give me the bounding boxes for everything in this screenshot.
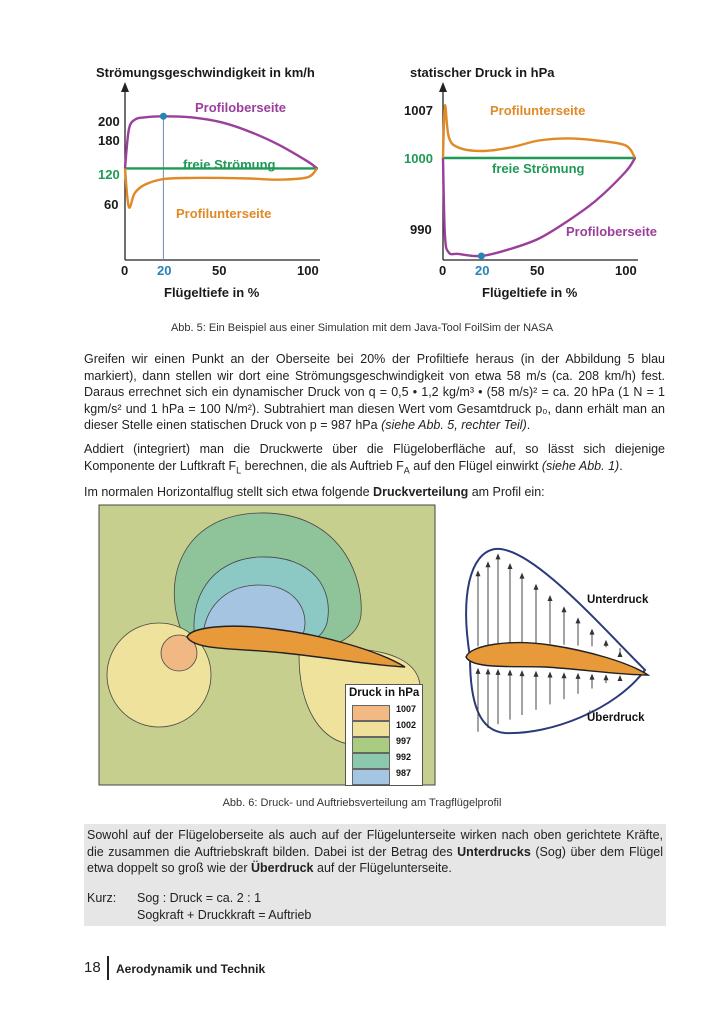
legend-value-997: 997 bbox=[396, 736, 412, 746]
summary-text-3: auf der Flügelunterseite. bbox=[313, 861, 452, 875]
figure5-caption: Abb. 5: Ein Beispiel aus einer Simulation mit dem Java-Tool FoilSim der NASA bbox=[170, 322, 554, 334]
marker-point bbox=[160, 113, 167, 120]
legend-value-987: 987 bbox=[396, 768, 412, 778]
summary-text-2: (Sog) über dem Flügel etwa doppelt so groß wie der bbox=[87, 844, 664, 875]
legend-swatch-1002 bbox=[352, 721, 390, 737]
y-tick-1000: 1000 bbox=[404, 151, 433, 166]
summary-bold-pressure: Überdruck bbox=[250, 861, 314, 875]
paragraph-2-end: auf den Flügel einwirkt bbox=[409, 458, 542, 473]
summary-kurz-line-2: Sogkraft + Druckkraft = Auftrieb bbox=[137, 908, 312, 922]
legend-swatch-1007 bbox=[352, 705, 390, 721]
legend-swatch-987 bbox=[352, 769, 390, 785]
summary-box bbox=[84, 824, 666, 926]
figure6-caption: Abb. 6: Druck- und Auftriebsverteilung am Tragflügelprofil bbox=[222, 797, 502, 809]
label-free-flow: freie Strömung bbox=[183, 157, 276, 172]
x-tick-20: 20 bbox=[475, 263, 490, 278]
legend-title: Druck in hPa bbox=[349, 687, 420, 699]
legend-value-992: 992 bbox=[396, 752, 412, 762]
pressure-chart bbox=[398, 60, 668, 310]
label-upper-surface: Profiloberseite bbox=[195, 100, 287, 115]
paragraph-3-bold: Druckverteilung bbox=[373, 485, 469, 499]
x-tick-100: 100 bbox=[297, 263, 319, 278]
page-number: 18 bbox=[84, 959, 101, 976]
x-tick-100: 100 bbox=[615, 263, 637, 278]
y-tick-990: 990 bbox=[410, 222, 432, 237]
label-free-flow: freie Strömung bbox=[492, 161, 585, 176]
paragraph-2-dot: . bbox=[619, 458, 623, 473]
pressure-chart-xlabel: Flügeltiefe in % bbox=[482, 285, 578, 300]
y-tick-1007: 1007 bbox=[404, 103, 433, 118]
y-tick-60: 60 bbox=[104, 197, 119, 212]
pressure-legend bbox=[345, 684, 423, 786]
y-tick-200: 200 bbox=[98, 114, 120, 129]
paragraph-3-text: Im normalen Horizontalflug stellt sich etwa folgende bbox=[84, 485, 374, 499]
paragraph-3 bbox=[84, 484, 665, 501]
summary-kurz-line-1: Sog : Druck = ca. 2 : 1 bbox=[137, 891, 262, 905]
paragraph-1-end: . bbox=[526, 418, 531, 432]
subscript-L: L bbox=[236, 465, 242, 475]
subscript-A: A bbox=[403, 465, 410, 475]
paragraph-2-ref: (siehe Abb. 1) bbox=[541, 458, 620, 473]
label-suction: Unterdruck bbox=[587, 594, 649, 606]
paragraph-2-mid: berechnen, die als Auftrieb F bbox=[241, 458, 404, 473]
lift-distribution-diagram bbox=[440, 535, 700, 755]
y-tick-120: 120 bbox=[98, 167, 120, 182]
label-lower-surface: Profilunterseite bbox=[176, 206, 272, 221]
legend-value-1007: 1007 bbox=[396, 704, 417, 714]
x-tick-50: 50 bbox=[530, 263, 545, 278]
y-axis-arrow bbox=[121, 82, 129, 92]
summary-bold-suction: Unterdrucks bbox=[457, 844, 531, 859]
label-upper-surface: Profiloberseite bbox=[566, 224, 658, 239]
paragraph-2-text: Addiert (integriert) man die Druckwerte über die Flügeloberfläche auf, so lässt sich diejenige Komponente der Luftkraft F bbox=[84, 442, 665, 473]
summary-kurz-label: Kurz: bbox=[87, 891, 117, 905]
label-lower-surface: Profilunterseite bbox=[490, 103, 586, 118]
footer-title: Aerodynamik und Technik bbox=[116, 962, 266, 976]
footer-divider bbox=[107, 956, 109, 980]
velocity-chart-xlabel: Flügeltiefe in % bbox=[164, 285, 260, 300]
pressure-envelope bbox=[466, 549, 645, 733]
legend-value-1002: 1002 bbox=[396, 720, 417, 730]
paragraph-3-end: am Profil ein: bbox=[468, 485, 545, 499]
x-tick-50: 50 bbox=[212, 263, 227, 278]
velocity-chart-title: Strömungsgeschwindigkeit in km/h bbox=[96, 65, 315, 80]
x-tick-0: 0 bbox=[439, 263, 447, 278]
paragraph-1 bbox=[84, 351, 665, 434]
velocity-chart bbox=[90, 60, 340, 310]
x-tick-20: 20 bbox=[157, 263, 172, 278]
legend-swatch-997 bbox=[352, 737, 390, 753]
summary-text bbox=[87, 827, 663, 877]
marker-point bbox=[478, 253, 485, 260]
label-overpressure: Überdruck bbox=[587, 712, 645, 724]
y-axis-arrow bbox=[439, 82, 447, 92]
paragraph-2 bbox=[84, 441, 665, 479]
paragraph-1-ref: (siehe Abb. 5, rechter Teil) bbox=[381, 418, 527, 432]
y-tick-180: 180 bbox=[98, 133, 120, 148]
summary-text-1: Sowohl auf der Flügeloberseite als auch auf der Flügelunterseite wirken nach oben gerichtete Kräfte, die zusammen die Auftriebskraft bilden. Dabei ist der Betrag des bbox=[87, 828, 663, 859]
pressure-chart-title: statischer Druck in hPa bbox=[410, 65, 555, 80]
series-lower-surface bbox=[125, 168, 317, 207]
legend-swatch-992 bbox=[352, 753, 390, 769]
x-tick-0: 0 bbox=[121, 263, 129, 278]
paragraph-1-text: Greifen wir einen Punkt an der Oberseite bei 20% der Profiltiefe heraus (in der Abbildung 5 blau markiert), dann stellen wir dort eine Strömungsgeschwindigkeit von etwa 58 m/s (ca. 208 km/h) fest. Daraus errechnet sich ein dynamischer Druck von q = 0,5 • 1,2 kg/m³ • (58 m/s)² = ca. 20 hPa (1 N = 1 kgm/s² und 1 hPa = 100 N/m²). Subtrahiert man diesen Wert vom Gesamtdruck p₀, dann erhält man an dieser Stelle einen statischen Druck von p = 987 hPa bbox=[84, 352, 665, 432]
